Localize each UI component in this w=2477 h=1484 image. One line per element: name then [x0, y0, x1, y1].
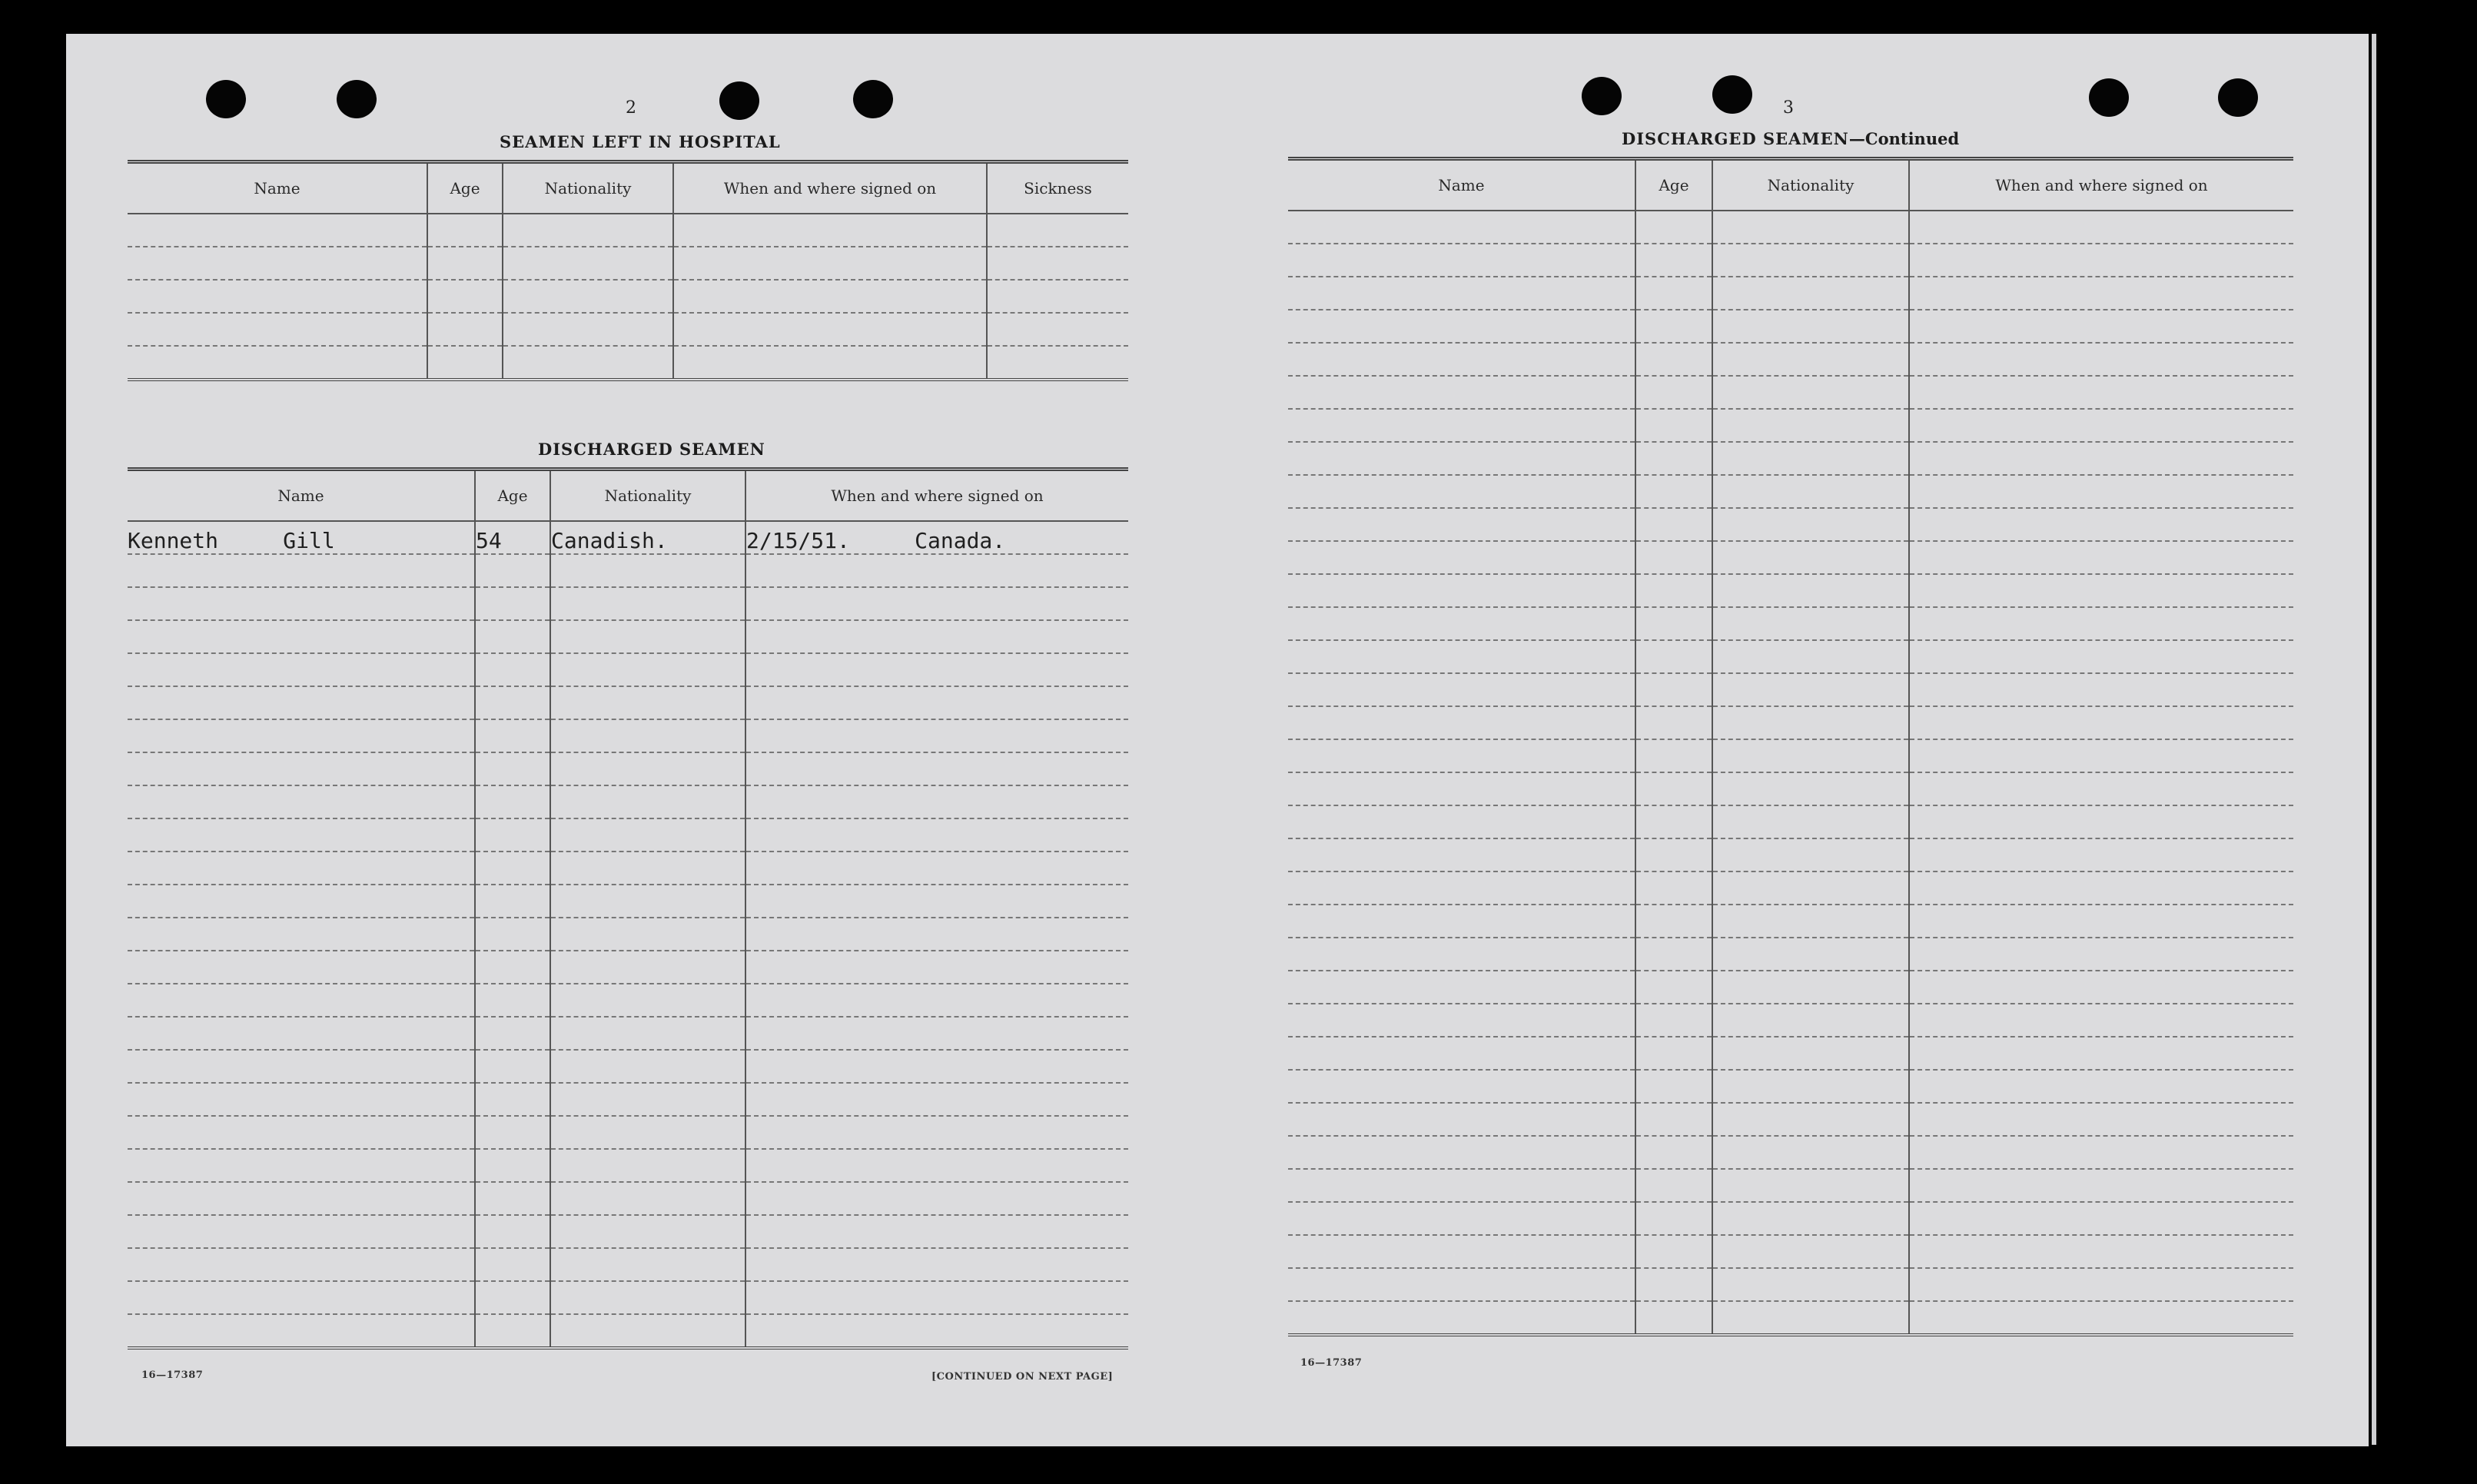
- table-row: [1288, 1235, 2293, 1268]
- table-row: [128, 521, 1128, 554]
- table-row: [1288, 772, 2293, 805]
- table-row: [128, 346, 1128, 380]
- column-header-signed-on: When and where signed on: [745, 470, 1128, 522]
- table-row: [128, 313, 1128, 346]
- table-row: [128, 719, 1128, 752]
- table-row: [128, 214, 1128, 247]
- table-row: [1288, 343, 2293, 376]
- discharged-table: [128, 467, 1128, 1350]
- table-row: [128, 620, 1128, 653]
- table-row: [1288, 1070, 2293, 1103]
- table-row: [1288, 409, 2293, 442]
- table-row: [128, 852, 1128, 885]
- table-row: [128, 1083, 1128, 1116]
- table-row: [1288, 1103, 2293, 1136]
- column-header-signed-on: When and where signed on: [673, 162, 987, 214]
- continued-title-main: DISCHARGED SEAMEN: [1622, 129, 1849, 148]
- column-header-name: Name: [1288, 159, 1635, 211]
- column-header-age: Age: [1635, 159, 1712, 211]
- hospital-table: [128, 160, 1128, 381]
- form-number-left: 16—17387: [141, 1369, 204, 1381]
- continued-note: [CONTINUED ON NEXT PAGE]: [931, 1371, 1114, 1383]
- table-row: [1288, 640, 2293, 673]
- seaman-name: Kenneth Gill: [128, 521, 475, 554]
- discharged-continued-table: [1288, 157, 2293, 1336]
- table-row: [1288, 1202, 2293, 1235]
- table-row: [128, 653, 1128, 686]
- table-row: [128, 785, 1128, 818]
- table-row: [128, 951, 1128, 984]
- continued-title-suffix: —Continued: [1848, 129, 1960, 148]
- table-row: [1288, 706, 2293, 739]
- table-row: [1288, 508, 2293, 541]
- table-row: [1288, 905, 2293, 938]
- table-row: [1288, 574, 2293, 607]
- table-row: [128, 1281, 1128, 1314]
- table-row: [1288, 1301, 2293, 1335]
- table-row: [1288, 376, 2293, 409]
- table-row: [128, 918, 1128, 951]
- table-row: [1288, 805, 2293, 838]
- table-row: [1288, 971, 2293, 1004]
- discharged-section-title: DISCHARGED SEAMEN: [538, 440, 765, 459]
- seaman-signed-on: 2/15/51. Canada.: [745, 521, 1128, 554]
- punch-hole: [2089, 78, 2129, 117]
- table-row: [1288, 739, 2293, 772]
- punch-hole: [719, 81, 759, 120]
- column-header-nationality: Nationality: [1712, 159, 1909, 211]
- table-row: [1288, 1037, 2293, 1070]
- table-row: [1288, 244, 2293, 277]
- form-number-right: 16—17387: [1300, 1357, 1363, 1369]
- table-row: [128, 1149, 1128, 1182]
- column-header-nationality: Nationality: [550, 470, 745, 522]
- table-row: [128, 1182, 1128, 1215]
- table-row: [128, 1215, 1128, 1248]
- table-row: [128, 1050, 1128, 1083]
- hospital-section-title: SEAMEN LEFT IN HOSPITAL: [500, 132, 781, 151]
- punch-hole: [337, 80, 377, 118]
- column-header-nationality: Nationality: [503, 162, 673, 214]
- punch-hole: [1582, 77, 1622, 115]
- punch-hole: [1712, 75, 1752, 114]
- table-row: [1288, 310, 2293, 343]
- table-row: [1288, 607, 2293, 640]
- table-row: [128, 984, 1128, 1017]
- punch-hole: [853, 80, 893, 118]
- table-row: [1288, 1004, 2293, 1037]
- table-row: [1288, 938, 2293, 971]
- table-row: [128, 280, 1128, 313]
- table-row: [128, 554, 1128, 587]
- table-row: [1288, 1169, 2293, 1202]
- column-header-age: Age: [427, 162, 503, 214]
- table-row: [1288, 871, 2293, 905]
- continued-section-title: [1622, 129, 1959, 148]
- table-row: [1288, 541, 2293, 574]
- table-row: [1288, 277, 2293, 310]
- seaman-age: 54: [475, 521, 550, 554]
- page-number-left: 2: [626, 98, 636, 118]
- table-row: [1288, 442, 2293, 475]
- table-row: [128, 1116, 1128, 1149]
- column-header-name: Name: [128, 162, 427, 214]
- table-row: [128, 1248, 1128, 1281]
- table-row: [128, 686, 1128, 719]
- table-row: [1288, 838, 2293, 871]
- table-row: [128, 885, 1128, 918]
- punch-hole: [206, 80, 246, 118]
- table-row: [128, 1017, 1128, 1050]
- column-header-signed-on: When and where signed on: [1909, 159, 2293, 211]
- column-header-age: Age: [475, 470, 550, 522]
- table-row: [1288, 475, 2293, 508]
- table-row: [1288, 211, 2293, 244]
- column-header-sickness: Sickness: [987, 162, 1128, 214]
- table-row: [1288, 1136, 2293, 1169]
- table-row: [128, 818, 1128, 852]
- column-header-name: Name: [128, 470, 475, 522]
- seaman-nationality: Canadish.: [550, 521, 745, 554]
- table-row: [128, 247, 1128, 280]
- table-row: [128, 587, 1128, 620]
- table-row: [1288, 1268, 2293, 1301]
- page-number-right: 3: [1783, 98, 1794, 118]
- paper-edge: [2372, 34, 2376, 1445]
- table-row: [128, 1314, 1128, 1348]
- table-row: [1288, 673, 2293, 706]
- punch-hole: [2218, 78, 2258, 117]
- table-row: [128, 752, 1128, 785]
